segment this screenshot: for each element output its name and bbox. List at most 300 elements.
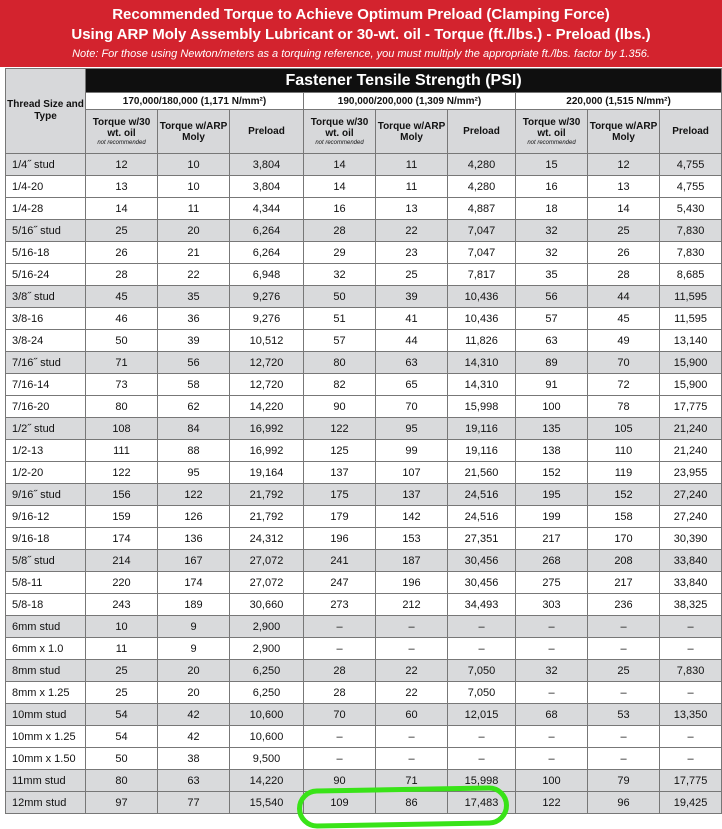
value-cell: 95 — [376, 418, 448, 440]
value-cell: 79 — [588, 770, 660, 792]
value-cell: 9 — [158, 616, 230, 638]
col-header-torque-moly: Torque w/ARP Moly — [376, 110, 448, 154]
green-circle-highlight — [297, 785, 510, 829]
value-cell: 217 — [588, 572, 660, 594]
value-cell: 241 — [304, 550, 376, 572]
value-cell: 23 — [376, 242, 448, 264]
value-cell: – — [448, 638, 516, 660]
value-cell: 25 — [86, 682, 158, 704]
value-cell: 17,775 — [660, 770, 722, 792]
thread-size-cell: 7/16-20 — [6, 396, 86, 418]
value-cell: 214 — [86, 550, 158, 572]
value-cell: – — [588, 682, 660, 704]
table-row — [6, 748, 722, 770]
torque-oil-label: Torque w/30 wt. oil — [522, 116, 581, 139]
thread-size-cell: 1/4-20 — [6, 176, 86, 198]
value-cell: 35 — [158, 286, 230, 308]
value-cell: 100 — [516, 770, 588, 792]
value-cell: 80 — [304, 352, 376, 374]
value-cell: 11,595 — [660, 308, 722, 330]
value-cell: 243 — [86, 594, 158, 616]
value-cell: 24,516 — [448, 484, 516, 506]
thread-size-cell: 10mm x 1.25 — [6, 726, 86, 748]
value-cell: 50 — [86, 330, 158, 352]
value-cell: 16,992 — [230, 418, 304, 440]
value-cell: 11 — [158, 198, 230, 220]
value-cell: 25 — [376, 264, 448, 286]
value-cell: 51 — [304, 308, 376, 330]
thread-size-cell: 7/16˝ stud — [6, 352, 86, 374]
value-cell: 14 — [86, 198, 158, 220]
value-cell: 6,250 — [230, 660, 304, 682]
value-cell: 90 — [304, 396, 376, 418]
value-cell: 22 — [376, 220, 448, 242]
value-cell: 135 — [516, 418, 588, 440]
col-header-torque-oil — [86, 110, 158, 154]
value-cell: 10,600 — [230, 704, 304, 726]
value-cell: 9,276 — [230, 286, 304, 308]
value-cell: – — [304, 726, 376, 748]
thread-size-cell: 9/16-18 — [6, 528, 86, 550]
value-cell: 50 — [86, 748, 158, 770]
value-cell: 50 — [304, 286, 376, 308]
value-cell: 22 — [376, 682, 448, 704]
value-cell: 179 — [304, 506, 376, 528]
value-cell: 136 — [158, 528, 230, 550]
value-cell: 27,240 — [660, 484, 722, 506]
thread-size-cell: 5/8˝ stud — [6, 550, 86, 572]
value-cell: 108 — [86, 418, 158, 440]
value-cell: 30,390 — [660, 528, 722, 550]
value-cell: 49 — [588, 330, 660, 352]
thread-size-cell: 7/16-14 — [6, 374, 86, 396]
value-cell: 7,047 — [448, 220, 516, 242]
col-header-torque-moly: Torque w/ARP Moly — [588, 110, 660, 154]
value-cell: 10,436 — [448, 308, 516, 330]
value-cell: 71 — [86, 352, 158, 374]
value-cell: 11 — [376, 154, 448, 176]
value-cell: 15,540 — [230, 792, 304, 814]
value-cell: 16 — [516, 176, 588, 198]
value-cell: 86 — [376, 792, 448, 814]
table-row — [6, 660, 722, 682]
value-cell: 21,560 — [448, 462, 516, 484]
table-row — [6, 550, 722, 572]
value-cell: 19,116 — [448, 440, 516, 462]
value-cell: 80 — [86, 770, 158, 792]
value-cell: 13 — [376, 198, 448, 220]
value-cell: – — [448, 748, 516, 770]
group-header-220k: 220,000 (1,515 N/mm²) — [516, 93, 722, 110]
value-cell: 152 — [588, 484, 660, 506]
value-cell: 63 — [376, 352, 448, 374]
value-cell: 68 — [516, 704, 588, 726]
value-cell: – — [516, 682, 588, 704]
table-row — [6, 682, 722, 704]
value-cell: 110 — [588, 440, 660, 462]
value-cell: – — [376, 616, 448, 638]
value-cell: 21,240 — [660, 440, 722, 462]
value-cell: 175 — [304, 484, 376, 506]
value-cell: – — [588, 726, 660, 748]
title-banner — [0, 0, 722, 67]
value-cell: 32 — [304, 264, 376, 286]
tensile-strength-header: Fastener Tensile Strength (PSI) — [86, 69, 722, 93]
value-cell: 44 — [588, 286, 660, 308]
not-recommended-note: not recommended — [527, 139, 576, 146]
thread-size-cell: 5/16˝ stud — [6, 220, 86, 242]
value-cell: – — [660, 616, 722, 638]
value-cell: 63 — [516, 330, 588, 352]
value-cell: 212 — [376, 594, 448, 616]
value-cell: 46 — [86, 308, 158, 330]
value-cell: 14,310 — [448, 352, 516, 374]
value-cell: – — [588, 616, 660, 638]
value-cell: 63 — [158, 770, 230, 792]
value-cell: 14,220 — [230, 396, 304, 418]
value-cell: 34,493 — [448, 594, 516, 616]
value-cell: 30,660 — [230, 594, 304, 616]
value-cell: 99 — [376, 440, 448, 462]
thread-size-cell: 10mm x 1.50 — [6, 748, 86, 770]
value-cell: 11 — [86, 638, 158, 660]
value-cell: 28 — [304, 660, 376, 682]
thread-size-cell: 10mm stud — [6, 704, 86, 726]
thread-size-cell: 6mm x 1.0 — [6, 638, 86, 660]
value-cell: 6,948 — [230, 264, 304, 286]
value-cell: 21 — [158, 242, 230, 264]
table-row — [6, 286, 722, 308]
value-cell: 25 — [86, 220, 158, 242]
thread-size-cell: 5/8-18 — [6, 594, 86, 616]
value-cell: 16 — [304, 198, 376, 220]
value-cell: 84 — [158, 418, 230, 440]
value-cell: 56 — [516, 286, 588, 308]
value-cell: 45 — [588, 308, 660, 330]
value-cell: 4,280 — [448, 154, 516, 176]
value-cell: 38,325 — [660, 594, 722, 616]
value-cell: 71 — [376, 770, 448, 792]
value-cell: 14,310 — [448, 374, 516, 396]
value-cell: 24,516 — [448, 506, 516, 528]
value-cell: 44 — [376, 330, 448, 352]
group-header-190k: 190,000/200,000 (1,309 N/mm²) — [304, 93, 516, 110]
value-cell: 236 — [588, 594, 660, 616]
value-cell: 38 — [158, 748, 230, 770]
value-cell: 100 — [516, 396, 588, 418]
value-cell: 13 — [86, 176, 158, 198]
table-row — [6, 374, 722, 396]
value-cell: – — [588, 638, 660, 660]
value-cell: 187 — [376, 550, 448, 572]
table-row — [6, 220, 722, 242]
value-cell: 125 — [304, 440, 376, 462]
thread-size-header: Thread Size and Type — [6, 69, 86, 154]
value-cell: 42 — [158, 726, 230, 748]
value-cell: – — [660, 638, 722, 660]
value-cell: 54 — [86, 726, 158, 748]
value-cell: 268 — [516, 550, 588, 572]
value-cell: 27,072 — [230, 572, 304, 594]
value-cell: 9 — [158, 638, 230, 660]
value-cell: – — [516, 748, 588, 770]
value-cell: 10 — [158, 176, 230, 198]
table-row — [6, 176, 722, 198]
value-cell: 170 — [588, 528, 660, 550]
value-cell: 27,240 — [660, 506, 722, 528]
value-cell: 111 — [86, 440, 158, 462]
value-cell: 196 — [376, 572, 448, 594]
not-recommended-note: not recommended — [315, 139, 364, 146]
table-row — [6, 308, 722, 330]
value-cell: 174 — [86, 528, 158, 550]
value-cell: 10,436 — [448, 286, 516, 308]
value-cell: 41 — [376, 308, 448, 330]
value-cell: 21,792 — [230, 484, 304, 506]
value-cell: 78 — [588, 396, 660, 418]
value-cell: 77 — [158, 792, 230, 814]
table-row — [6, 440, 722, 462]
value-cell: 33,840 — [660, 550, 722, 572]
value-cell: 32 — [516, 220, 588, 242]
value-cell: 6,264 — [230, 220, 304, 242]
value-cell: 15,998 — [448, 396, 516, 418]
table-row — [6, 638, 722, 660]
value-cell: 4,344 — [230, 198, 304, 220]
value-cell: – — [376, 726, 448, 748]
value-cell: 137 — [376, 484, 448, 506]
value-cell: 12,720 — [230, 352, 304, 374]
value-cell: 70 — [588, 352, 660, 374]
value-cell: 4,887 — [448, 198, 516, 220]
value-cell: 89 — [516, 352, 588, 374]
thread-size-cell: 1/2-20 — [6, 462, 86, 484]
value-cell: – — [448, 726, 516, 748]
value-cell: 95 — [158, 462, 230, 484]
value-cell: – — [448, 616, 516, 638]
value-cell: 196 — [304, 528, 376, 550]
value-cell: 217 — [516, 528, 588, 550]
value-cell: 142 — [376, 506, 448, 528]
value-cell: 153 — [376, 528, 448, 550]
value-cell: – — [376, 638, 448, 660]
value-cell: 138 — [516, 440, 588, 462]
value-cell: 14 — [588, 198, 660, 220]
table-row — [6, 594, 722, 616]
value-cell: 57 — [516, 308, 588, 330]
value-cell: 11,826 — [448, 330, 516, 352]
value-cell: 12,720 — [230, 374, 304, 396]
value-cell: 27,072 — [230, 550, 304, 572]
value-cell: 90 — [304, 770, 376, 792]
torque-oil-label: Torque w/30 wt. oil — [92, 116, 151, 139]
value-cell: 10 — [158, 154, 230, 176]
thread-size-cell: 8mm stud — [6, 660, 86, 682]
table-row — [6, 198, 722, 220]
value-cell: 220 — [86, 572, 158, 594]
value-cell: 122 — [304, 418, 376, 440]
torque-oil-label: Torque w/30 wt. oil — [310, 116, 369, 139]
table-row — [6, 726, 722, 748]
value-cell: 19,164 — [230, 462, 304, 484]
thread-size-cell: 6mm stud — [6, 616, 86, 638]
thread-size-cell: 5/16-18 — [6, 242, 86, 264]
col-header-preload: Preload — [448, 110, 516, 154]
table-row — [6, 396, 722, 418]
value-cell: 303 — [516, 594, 588, 616]
table-row — [6, 484, 722, 506]
value-cell: 9,276 — [230, 308, 304, 330]
torque-table — [5, 68, 722, 814]
value-cell: 122 — [86, 462, 158, 484]
value-cell: 12 — [588, 154, 660, 176]
value-cell: 30,456 — [448, 550, 516, 572]
value-cell: 97 — [86, 792, 158, 814]
conversion-note: Note: For those using Newton/meters as a torquing reference, you must multiply the appropriate ft./lbs. factor by 1.356. — [72, 48, 650, 60]
value-cell: – — [660, 682, 722, 704]
table-row — [6, 264, 722, 286]
thread-size-cell: 8mm x 1.25 — [6, 682, 86, 704]
value-cell: 2,900 — [230, 616, 304, 638]
value-cell: – — [376, 748, 448, 770]
value-cell: 4,755 — [660, 176, 722, 198]
value-cell: 107 — [376, 462, 448, 484]
value-cell: 7,830 — [660, 220, 722, 242]
col-header-torque-oil — [304, 110, 376, 154]
table-row — [6, 572, 722, 594]
value-cell: 195 — [516, 484, 588, 506]
col-header-torque-moly: Torque w/ARP Moly — [158, 110, 230, 154]
col-header-preload: Preload — [660, 110, 722, 154]
col-header-preload: Preload — [230, 110, 304, 154]
value-cell: 13 — [588, 176, 660, 198]
thread-size-cell: 1/2-13 — [6, 440, 86, 462]
value-cell: 25 — [588, 660, 660, 682]
table-row — [6, 704, 722, 726]
thread-size-cell: 5/8-11 — [6, 572, 86, 594]
value-cell: 24,312 — [230, 528, 304, 550]
value-cell: – — [304, 638, 376, 660]
value-cell: 39 — [376, 286, 448, 308]
table-row — [6, 616, 722, 638]
value-cell: 7,050 — [448, 660, 516, 682]
value-cell: 54 — [86, 704, 158, 726]
value-cell: 16,992 — [230, 440, 304, 462]
value-cell: 36 — [158, 308, 230, 330]
value-cell: 7,830 — [660, 660, 722, 682]
value-cell: 45 — [86, 286, 158, 308]
value-cell: 17,483 — [448, 792, 516, 814]
value-cell: 35 — [516, 264, 588, 286]
value-cell: 18 — [516, 198, 588, 220]
value-cell: 29 — [304, 242, 376, 264]
value-cell: 19,116 — [448, 418, 516, 440]
thread-size-cell: 11mm stud — [6, 770, 86, 792]
value-cell: 96 — [588, 792, 660, 814]
value-cell: 53 — [588, 704, 660, 726]
value-cell: 32 — [516, 242, 588, 264]
value-cell: 11 — [376, 176, 448, 198]
value-cell: 14 — [304, 154, 376, 176]
value-cell: 70 — [304, 704, 376, 726]
value-cell: 273 — [304, 594, 376, 616]
value-cell: – — [516, 616, 588, 638]
value-cell: 275 — [516, 572, 588, 594]
thread-size-cell: 1/2˝ stud — [6, 418, 86, 440]
value-cell: 6,264 — [230, 242, 304, 264]
value-cell: 65 — [376, 374, 448, 396]
value-cell: 3,804 — [230, 154, 304, 176]
value-cell: 58 — [158, 374, 230, 396]
value-cell: 33,840 — [660, 572, 722, 594]
table-row — [6, 330, 722, 352]
value-cell: – — [516, 726, 588, 748]
value-cell: – — [660, 748, 722, 770]
value-cell: 13,350 — [660, 704, 722, 726]
value-cell: 25 — [86, 660, 158, 682]
value-cell: 20 — [158, 682, 230, 704]
value-cell: 15 — [516, 154, 588, 176]
value-cell: 6,250 — [230, 682, 304, 704]
value-cell: 28 — [86, 264, 158, 286]
value-cell: 2,900 — [230, 638, 304, 660]
thread-size-cell: 1/4˝ stud — [6, 154, 86, 176]
value-cell: 12 — [86, 154, 158, 176]
table-row — [6, 462, 722, 484]
value-cell: 7,817 — [448, 264, 516, 286]
value-cell: 5,430 — [660, 198, 722, 220]
value-cell: 88 — [158, 440, 230, 462]
value-cell: 28 — [588, 264, 660, 286]
thread-size-cell: 3/8-16 — [6, 308, 86, 330]
value-cell: 247 — [304, 572, 376, 594]
value-cell: 28 — [304, 220, 376, 242]
value-cell: 12,015 — [448, 704, 516, 726]
value-cell: 60 — [376, 704, 448, 726]
value-cell: 26 — [86, 242, 158, 264]
thread-size-cell: 9/16-12 — [6, 506, 86, 528]
value-cell: 158 — [588, 506, 660, 528]
value-cell: 62 — [158, 396, 230, 418]
group-header-170k: 170,000/180,000 (1,171 N/mm²) — [86, 93, 304, 110]
value-cell: 80 — [86, 396, 158, 418]
table-row — [6, 352, 722, 374]
value-cell: 10 — [86, 616, 158, 638]
value-cell: 56 — [158, 352, 230, 374]
value-cell: – — [660, 726, 722, 748]
value-cell: 15,900 — [660, 374, 722, 396]
value-cell: – — [304, 748, 376, 770]
value-cell: – — [588, 748, 660, 770]
value-cell: 7,830 — [660, 242, 722, 264]
value-cell: 21,240 — [660, 418, 722, 440]
value-cell: 14 — [304, 176, 376, 198]
value-cell: 20 — [158, 660, 230, 682]
value-cell: 23,955 — [660, 462, 722, 484]
value-cell: 10,600 — [230, 726, 304, 748]
value-cell: 189 — [158, 594, 230, 616]
value-cell: 73 — [86, 374, 158, 396]
value-cell: 13,140 — [660, 330, 722, 352]
value-cell: 167 — [158, 550, 230, 572]
value-cell: 159 — [86, 506, 158, 528]
table-row — [6, 528, 722, 550]
thread-size-cell: 9/16˝ stud — [6, 484, 86, 506]
thread-size-cell: 3/8-24 — [6, 330, 86, 352]
title-line-1: Recommended Torque to Achieve Optimum Preload (Clamping Force) — [112, 6, 610, 23]
value-cell: 199 — [516, 506, 588, 528]
value-cell: 15,900 — [660, 352, 722, 374]
